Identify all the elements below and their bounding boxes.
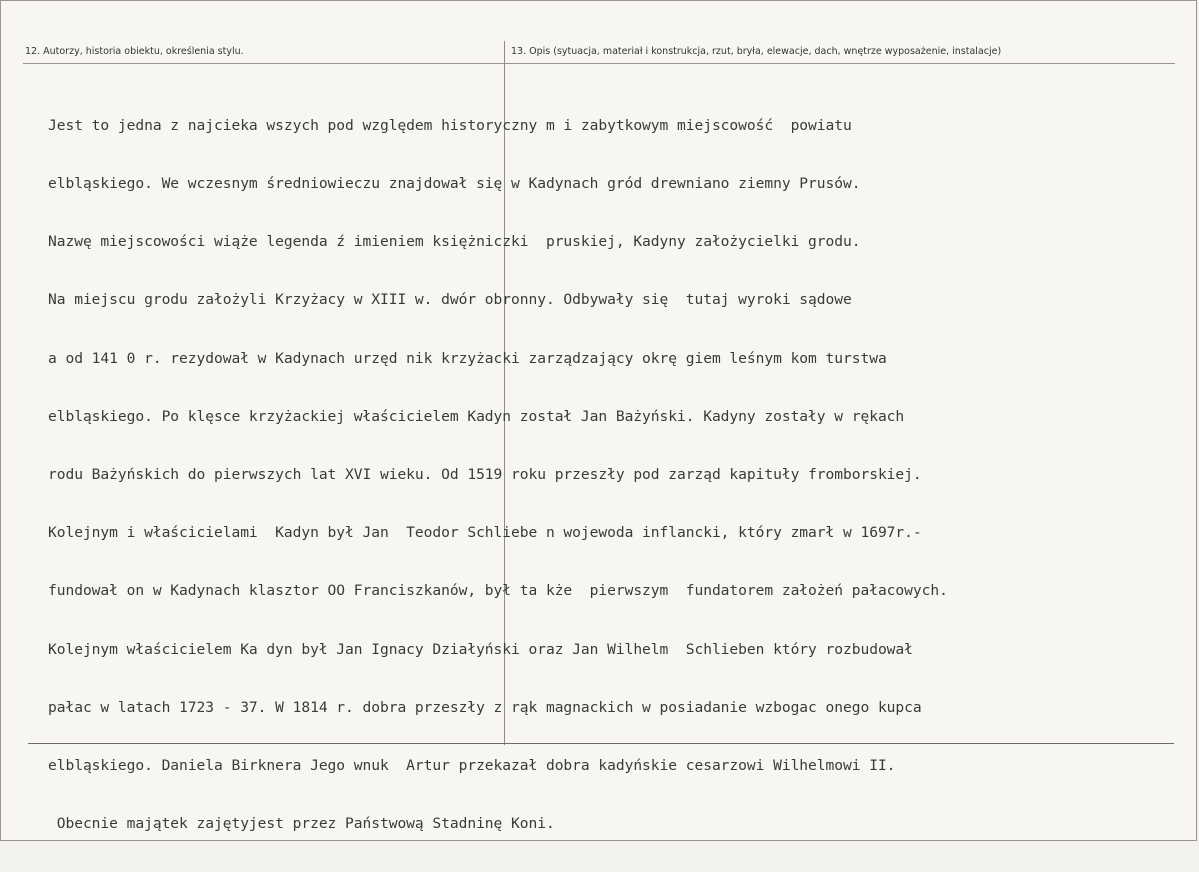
text-line: pałac w latach 1723 - 37. W 1814 r. dobra przeszły z rąk magnackich w posiadanie wzbogac onego kupca: [48, 698, 922, 716]
field-12-label: 12. Autorzy, historia obiektu, określenia stylu.: [25, 46, 244, 57]
text-line: Jest to jedna z najcieka wszych pod względem historyczny m i zabytkowym miejscowość powiatu: [48, 116, 852, 134]
text-line: Obecnie majątek zajętyjest przez Państwową Stadninę Koni.: [48, 815, 555, 833]
text-line: Kolejnym i właścicielami Kadyn był Jan Teodor Schliebe n wojewoda inflancki, który zmarł w 1697r.-: [48, 524, 922, 542]
text-line: Nazwę miejscowości wiąże legenda ź imieniem księżniczki pruskiej, Kadyny założycielki grodu.: [48, 233, 861, 251]
field-13-label: 13. Opis (sytuacja, materiał i konstrukcja, rzut, bryła, elewacje, dach, wnętrze wyposażenie, instalacje): [511, 46, 1002, 57]
text-line: elbląskiego. Po klęsce krzyżackiej właścicielem Kadyn został Jan Bażyński. Kadyny zostały w rękach: [48, 407, 905, 425]
text-line: elbląskiego. Daniela Birknera Jego wnuk Artur przekazał dobra kadyńskie cesarzowi Wilhelmowi II.: [48, 757, 896, 775]
text-line: Na miejscu grodu założyli Krzyżacy w XIII w. dwór obronny. Odbywały się tutaj wyroki sądowe: [48, 291, 852, 309]
header-divider: [23, 63, 1175, 64]
text-line: fundował on w Kadynach klasztor OO Franciszkanów, był ta kże pierwszym fundatorem założeń pałacowych.: [48, 582, 948, 600]
text-line: elbląskiego. We wczesnym średniowieczu znajdował się w Kadynach gród drewniano ziemny Prusów.: [48, 175, 861, 193]
text-line: a od 141 0 r. rezydował w Kadynach urzęd nik krzyżacki zarządzający okrę giem leśnym kom turstwa: [48, 349, 887, 367]
bottom-divider: [28, 743, 1174, 744]
text-line: rodu Bażyńskich do pierwszych lat XVI wieku. Od 1519 roku przeszły pod zarząd kapituły fromborskiej.: [48, 466, 922, 484]
text-line: Kolejnym właścicielem Ka dyn był Jan Ignacy Działyński oraz Jan Wilhelm Schlieben który rozbudował: [48, 640, 913, 658]
typed-history-text: [48, 77, 948, 872]
